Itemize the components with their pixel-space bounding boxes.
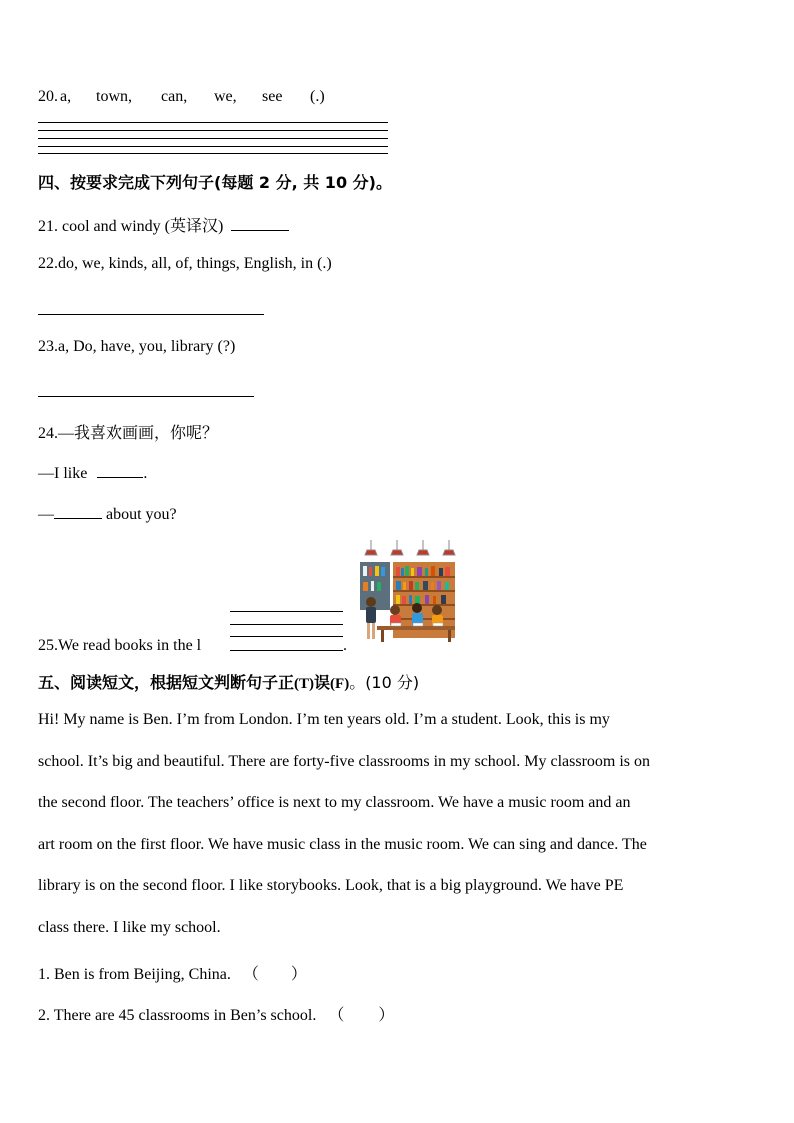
- answer-paren-close: ）: [378, 1007, 395, 1024]
- passage-line: class there. I like my school.: [38, 919, 221, 936]
- q24-prompt: —我喜欢画画，你呢？: [58, 425, 219, 442]
- q23: [38, 338, 235, 356]
- q24-line2: [38, 504, 177, 524]
- answer-paren-close: ）: [290, 966, 307, 983]
- q20-line: [38, 88, 58, 106]
- answer-line: [38, 146, 388, 147]
- q20-word: can,: [161, 88, 188, 105]
- q24-answer-blank-1[interactable]: [97, 463, 143, 478]
- passage-line: the second floor. The teachers’ office is next to my classroom. We have a music room and an: [38, 794, 631, 811]
- q24-number: 24.: [38, 425, 58, 442]
- passage-line: library is on the second floor. I like storybooks. Look, that is a big playground. We have PE: [38, 877, 624, 894]
- answer-paren-open: （: [328, 1007, 345, 1024]
- q25-period: .: [343, 637, 347, 654]
- q23-text: a, Do, have, you, library (?): [58, 338, 236, 355]
- section5-heading: [38, 670, 419, 693]
- passage-line: Hi! My name is Ben. I’m from London. I’m ten years old. I’m a student. Look, this is my: [38, 711, 610, 728]
- statement-text: 1. Ben is from Beijing, China.: [38, 966, 231, 983]
- q22-answer-line[interactable]: [38, 314, 264, 315]
- q20-word: town,: [96, 88, 132, 105]
- answer-line: [230, 611, 343, 612]
- q24-line2-prefix: —: [38, 506, 54, 523]
- answer-line: [38, 153, 388, 154]
- q24-line1-prefix: —I like: [38, 465, 88, 482]
- q23-number: 23.: [38, 338, 58, 355]
- answer-line: [230, 624, 343, 625]
- passage-line: school. It’s big and beautiful. There are forty-five classrooms in my school. My classroom is on: [38, 753, 651, 770]
- answer-line: [38, 138, 388, 139]
- section5-heading-a: 五、阅读短文，根据短文判断句子正: [38, 673, 295, 692]
- q24-answer-blank-2[interactable]: [54, 504, 102, 519]
- q20-word: we,: [214, 88, 237, 105]
- q22: [38, 255, 332, 273]
- section5-heading-e: 。(10 分): [349, 673, 420, 692]
- statement-text: 2. There are 45 classrooms in Ben’s school.: [38, 1007, 317, 1024]
- statement-item: [38, 961, 307, 984]
- q23-answer-line[interactable]: [38, 396, 254, 397]
- q21: [38, 213, 289, 236]
- lamp-icon: [365, 540, 455, 555]
- q20-word: a,: [60, 88, 72, 105]
- q20-number: 20.: [38, 88, 58, 105]
- answer-paren-open: （: [242, 966, 259, 983]
- answer-line: [230, 650, 343, 651]
- q24-line1-suffix: .: [143, 465, 148, 482]
- q21-text: . cool and windy (英译汉): [54, 218, 224, 235]
- answer-line: [38, 130, 388, 131]
- q21-answer-blank[interactable]: [231, 216, 289, 231]
- statement-item: [38, 1002, 394, 1025]
- section5-heading-c: 误: [314, 673, 331, 692]
- q24-line2-suffix: about you?: [106, 506, 177, 523]
- q20-word: see: [262, 88, 283, 105]
- section5-heading-b: (T): [294, 676, 315, 692]
- q21-number: 21: [38, 218, 54, 235]
- q24-line1: [38, 463, 147, 483]
- section5-heading-d: (F): [330, 676, 350, 692]
- person-icon: [366, 597, 376, 639]
- q20-word: (.): [310, 88, 325, 105]
- q25: [38, 637, 201, 655]
- passage-line: art room on the first floor. We have music class in the music room. We can sing and dance. The: [38, 836, 647, 853]
- answer-line: [38, 122, 388, 123]
- q22-text: do, we, kinds, all, of, things, English, in (.): [58, 255, 332, 272]
- library-icon: [355, 540, 460, 645]
- q24: [38, 420, 218, 443]
- q25-text: We read books in the l: [58, 637, 202, 654]
- q25-number: 25.: [38, 637, 58, 654]
- answer-line: [230, 636, 343, 637]
- section4-heading: 四、按要求完成下列句子(每题 2 分, 共 10 分)。: [38, 173, 392, 192]
- q22-number: 22.: [38, 255, 58, 272]
